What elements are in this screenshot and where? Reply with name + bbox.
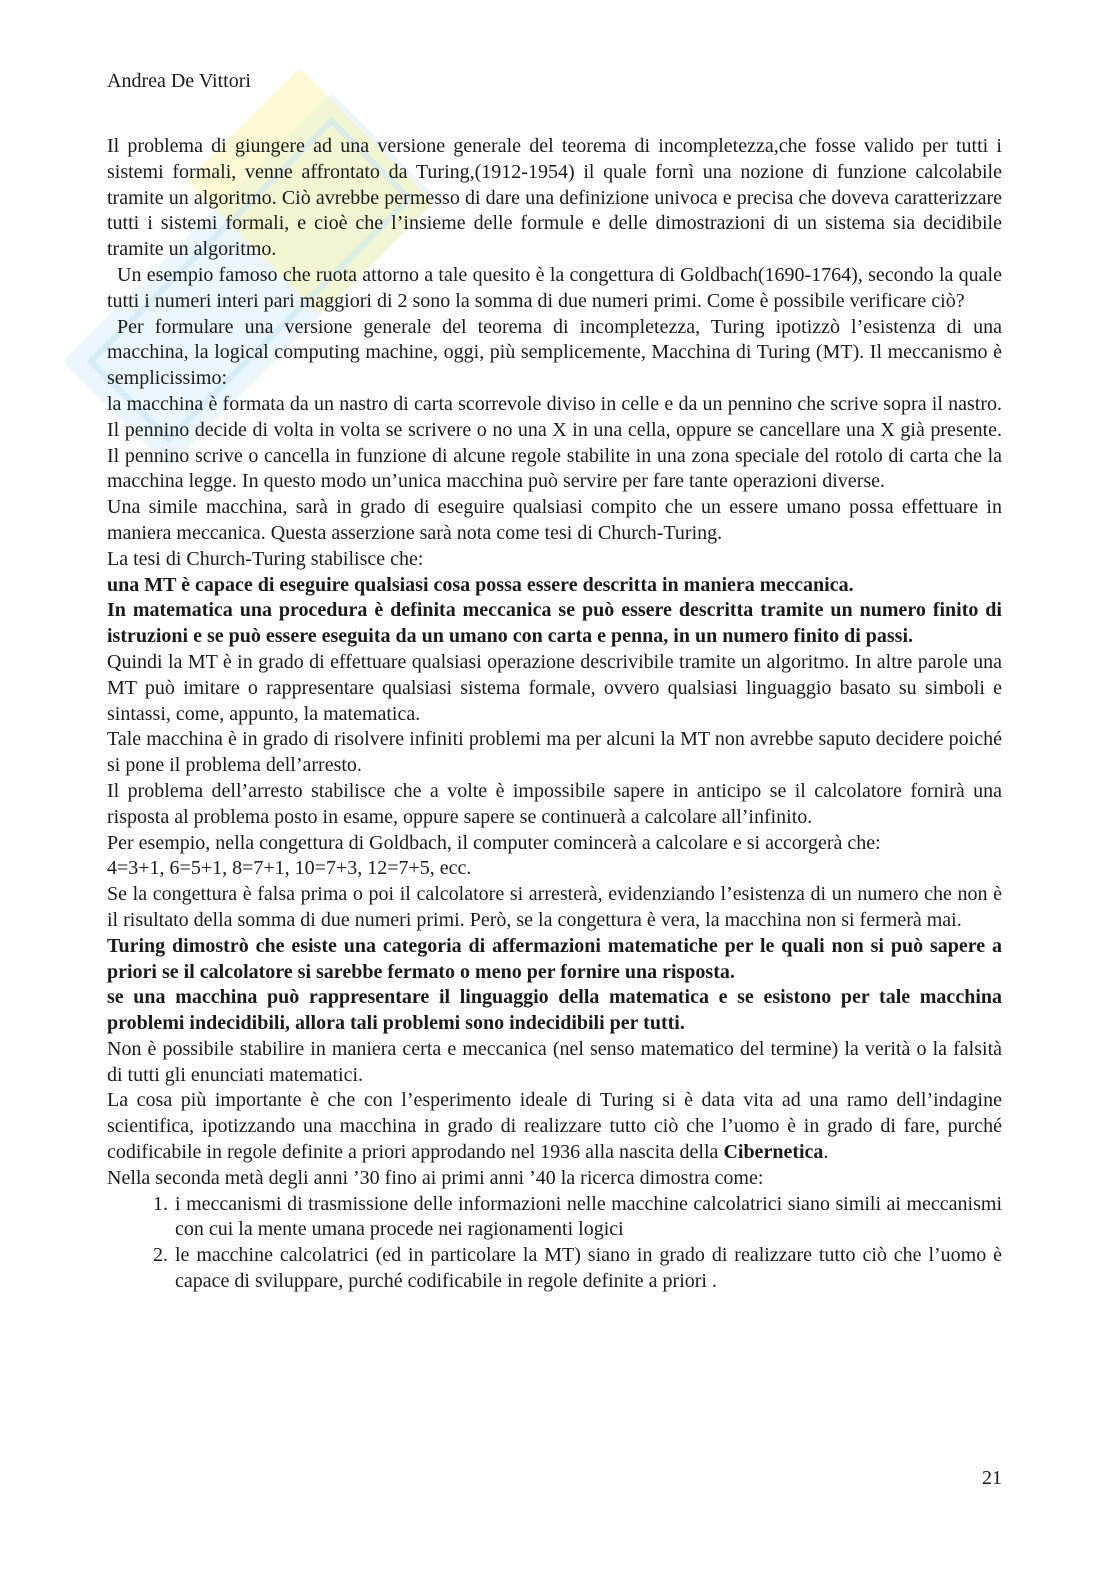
bold-paragraph — [107, 598, 1002, 650]
paragraph: Il problema di giungere ad una versione generale del teorema di incompletezza,che fosse valido per tutti i sistemi formali, venne affrontato da Turing,(1912-1954) il quale fornì una nozione di funzione calcolabile tramite un algoritmo. Ciò avrebbe permesso di dare una definizione univoca e precisa che doveva caratterizzare tutti i sistemi formali, e cioè che l’insieme delle formule e delle dimostrazioni di un sistema sia decidibile tramite un algoritmo. — [107, 135, 1002, 261]
bold-paragraph — [107, 985, 1002, 1037]
bold-paragraph — [107, 934, 1002, 986]
bold-text: In matematica una procedura è definita meccanica se può essere descritta tramite un numero finito di istruzioni e se può essere eseguita da un umano con carta e penna, in un numero finito di passi. — [107, 599, 1002, 648]
paragraph: Nella seconda metà degli anni ’30 fino ai primi anni ’40 la ricerca dimostra come: — [107, 1166, 764, 1189]
list-item: 2. le macchine calcolatrici (ed in particolare la MT) siano in grado di realizzare tutto ciò che l’uomo è capace di sviluppare, purché codificabile in regole definite a priori . — [173, 1243, 1002, 1295]
numbered-list — [107, 1192, 1002, 1295]
paragraph: Una simile macchina, sarà in grado di eseguire qualsiasi compito che un essere umano possa effettuare in maniera meccanica. Questa asserzione sarà nota come tesi di Church-Turing. — [107, 496, 1002, 544]
paragraph: Se la congettura è falsa prima o poi il calcolatore si arresterà, evidenziando l’esistenza di un numero che non è il risultato della somma di due numeri primi. Però, se la congettura è vera, la macchina non si fermerà mai. — [107, 883, 1002, 931]
paragraph: Il problema dell’arresto stabilisce che a volte è impossibile sapere in anticipo se il calcolatore fornirà una risposta al problema posto in esame, oppure sapere se continuerà a calcolare all’infinito. — [107, 779, 1002, 828]
bold-text: Turing dimostrò che esiste una categoria di affermazioni matematiche per le quali non si può sapere a priori se il calcolatore si sarebbe fermato o meno per fornire una risposta. — [107, 934, 1002, 983]
paragraph: Un esempio famoso che ruota attorno a tale quesito è la congettura di Goldbach(1690-1764), secondo la quale tutti i numeri interi pari maggiori di 2 sono la somma di due numeri primi. Come è possibile verificare ciò? — [107, 263, 1002, 312]
list-item: 1. i meccanismi di trasmissione delle informazioni nelle macchine calcolatrici siano simili ai meccanismi con cui la mente umana procede nei ragionamenti logici — [173, 1192, 1002, 1244]
document-body — [107, 134, 1002, 1295]
page-number: 21 — [982, 1467, 1002, 1489]
paragraph: la macchina è formata da un nastro di carta scorrevole diviso in celle e da un pennino che scrive sopra il nastro. Il pennino decide di volta in volta se scrivere o no una X in una cella, oppure se cancellare una X già presente. Il pennino scrive o cancella in funzione di alcune regole stabilite in una zona speciale del rotolo di carta che la macchina legge. In questo modo un’unica macchina può servire per fare tante operazioni diverse. — [107, 392, 1002, 493]
paragraph — [107, 1088, 1002, 1165]
bold-term: Cibernetica — [723, 1141, 824, 1164]
paragraph: 4=3+1, 6=5+1, 8=7+1, 10=7+3, 12=7+5, ecc. — [107, 857, 472, 880]
paragraph-text: La cosa più importante è che con l’esperimento ideale di Turing si è data vita ad una ramo dell’indagine scientifica, ipotizzando una macchina in grado di realizzare tutto ciò che l’uomo è in grado di fare, purché codificabile in regole definite a priori approdando nel 1936 alla nascita della — [107, 1089, 1002, 1164]
paragraph-text: . — [823, 1141, 829, 1164]
page-header-author: Andrea De Vittori — [107, 70, 251, 92]
bold-paragraph — [107, 573, 1002, 599]
paragraph: La tesi di Church-Turing stabilisce che: — [107, 547, 424, 570]
bold-text: una MT è capace di eseguire qualsiasi cosa possa essere descritta in maniera meccanica. — [107, 573, 854, 596]
paragraph: Per formulare una versione generale del teorema di incompletezza, Turing ipotizzò l’esistenza di una macchina, la logical computing machine, oggi, più semplicemente, Macchina di Turing (MT). Il meccanismo è semplicissimo: — [107, 315, 1002, 390]
paragraph: Quindi la MT è in grado di effettuare qualsiasi operazione descrivibile tramite un algoritmo. In altre parole una MT può imitare o rappresentare qualsiasi sistema formale, ovvero qualsiasi linguaggio basato su simboli e sintassi, come, appunto, la matematica. — [107, 650, 1002, 725]
bold-text: se una macchina può rappresentare il linguaggio della matematica e se esistono per tale macchina problemi indecidibili, allora tali problemi sono indecidibili per tutti. — [107, 986, 1002, 1035]
paragraph: Non è possibile stabilire in maniera certa e meccanica (nel senso matematico del termine) la verità o la falsità di tutti gli enunciati matematici. — [107, 1037, 1002, 1086]
paragraph: Tale macchina è in grado di risolvere infiniti problemi ma per alcuni la MT non avrebbe saputo decidere poiché si pone il problema dell’arresto. — [107, 728, 1002, 777]
paragraph: Per esempio, nella congettura di Goldbach, il computer comincerà a calcolare e si accorgerà che: — [107, 831, 881, 854]
